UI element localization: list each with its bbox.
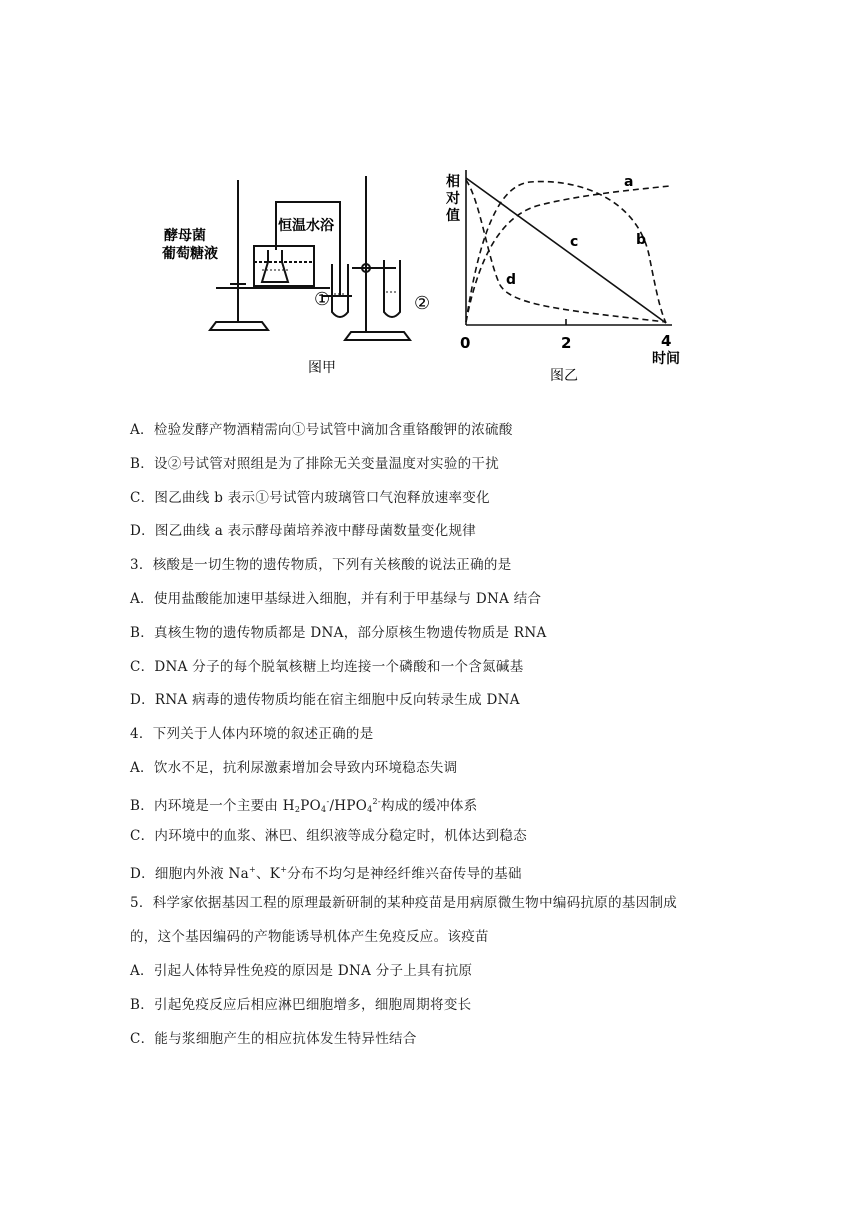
text-line: A．使用盐酸能加速甲基绿进入细胞，并有利于甲基绿与 DNA 结合 [130,591,542,607]
glucose-label: 葡萄糖液 [162,246,218,262]
ylabel-1: 相 [446,174,460,190]
tick-2: 2 [561,334,572,352]
ylabel-3: 值 [446,208,460,224]
text-line: C．DNA 分子的每个脱氧核糖上均连接一个磷酸和一个含氮碱基 [130,659,524,675]
text-line: C．内环境中的血浆、淋巴、组织液等成分稳定时，机体达到稳态 [130,828,528,844]
text-line: B．设②号试管对照组是为了排除无关变量温度对实验的干扰 [130,456,500,472]
tube1-label: ① [314,289,331,310]
caption-jia: 图甲 [308,360,336,376]
text-line-ions: D．细胞内外液 Na+、K+分布不均匀是神经纤维兴奋传导的基础 [130,865,522,882]
curve-d-label: d [506,272,517,288]
figures [0,0,860,400]
caption-yi: 图乙 [550,368,578,384]
text-line: C．能与浆细胞产生的相应抗体发生特异性结合 [130,1031,417,1047]
tick-4: 4 [661,332,672,350]
text-line: B．真核生物的遗传物质都是 DNA，部分原核生物遗传物质是 RNA [130,625,547,641]
curve-c-label: c [570,234,579,250]
figure-yi [0,0,860,400]
question-5: 5．科学家依据基因工程的原理最新研制的某种疫苗是用病原微生物中编码抗原的基因制成 [130,895,678,911]
xlabel: 时间 [652,351,680,367]
ylabel-2: 对 [446,191,460,207]
tube2-label: ② [414,293,431,314]
curve-b-label: b [636,232,647,248]
text-line: 的，这个基因编码的产物能诱导机体产生免疫反应。该疫苗 [130,929,489,945]
yeast-label: 酵母菌 [164,228,206,244]
text-line: A．饮水不足，抗利尿激素增加会导致内环境稳态失调 [130,760,458,776]
tick-0: 0 [460,334,471,352]
curve-a-label: a [624,174,634,190]
text-line: D．图乙曲线 a 表示酵母菌培养液中酵母菌数量变化规律 [130,523,477,539]
question-4: 4．下列关于人体内环境的叙述正确的是 [130,726,374,742]
text-line: C．图乙曲线 b 表示①号试管内玻璃管口气泡释放速率变化 [130,490,490,506]
text-line: D．RNA 病毒的遗传物质均能在宿主细胞中反向转录生成 DNA [130,692,520,708]
curve-a [466,186,670,322]
text-line: B．引起免疫反应后相应淋巴细胞增多，细胞周期将变长 [130,997,472,1013]
question-3: 3．核酸是一切生物的遗传物质，下列有关核酸的说法正确的是 [130,557,512,573]
text-line: A．检验发酵产物酒精需向①号试管中滴加含重铬酸钾的浓硫酸 [130,422,513,438]
text-line: A．引起人体特异性免疫的原因是 DNA 分子上具有抗原 [130,963,473,979]
bath-label: 恒温水浴 [278,218,334,234]
text-line-buffer: B．内环境是一个主要由 $H_2PO_4^-/HPO_4^{2-}$构成的缓冲体系 [130,797,478,814]
